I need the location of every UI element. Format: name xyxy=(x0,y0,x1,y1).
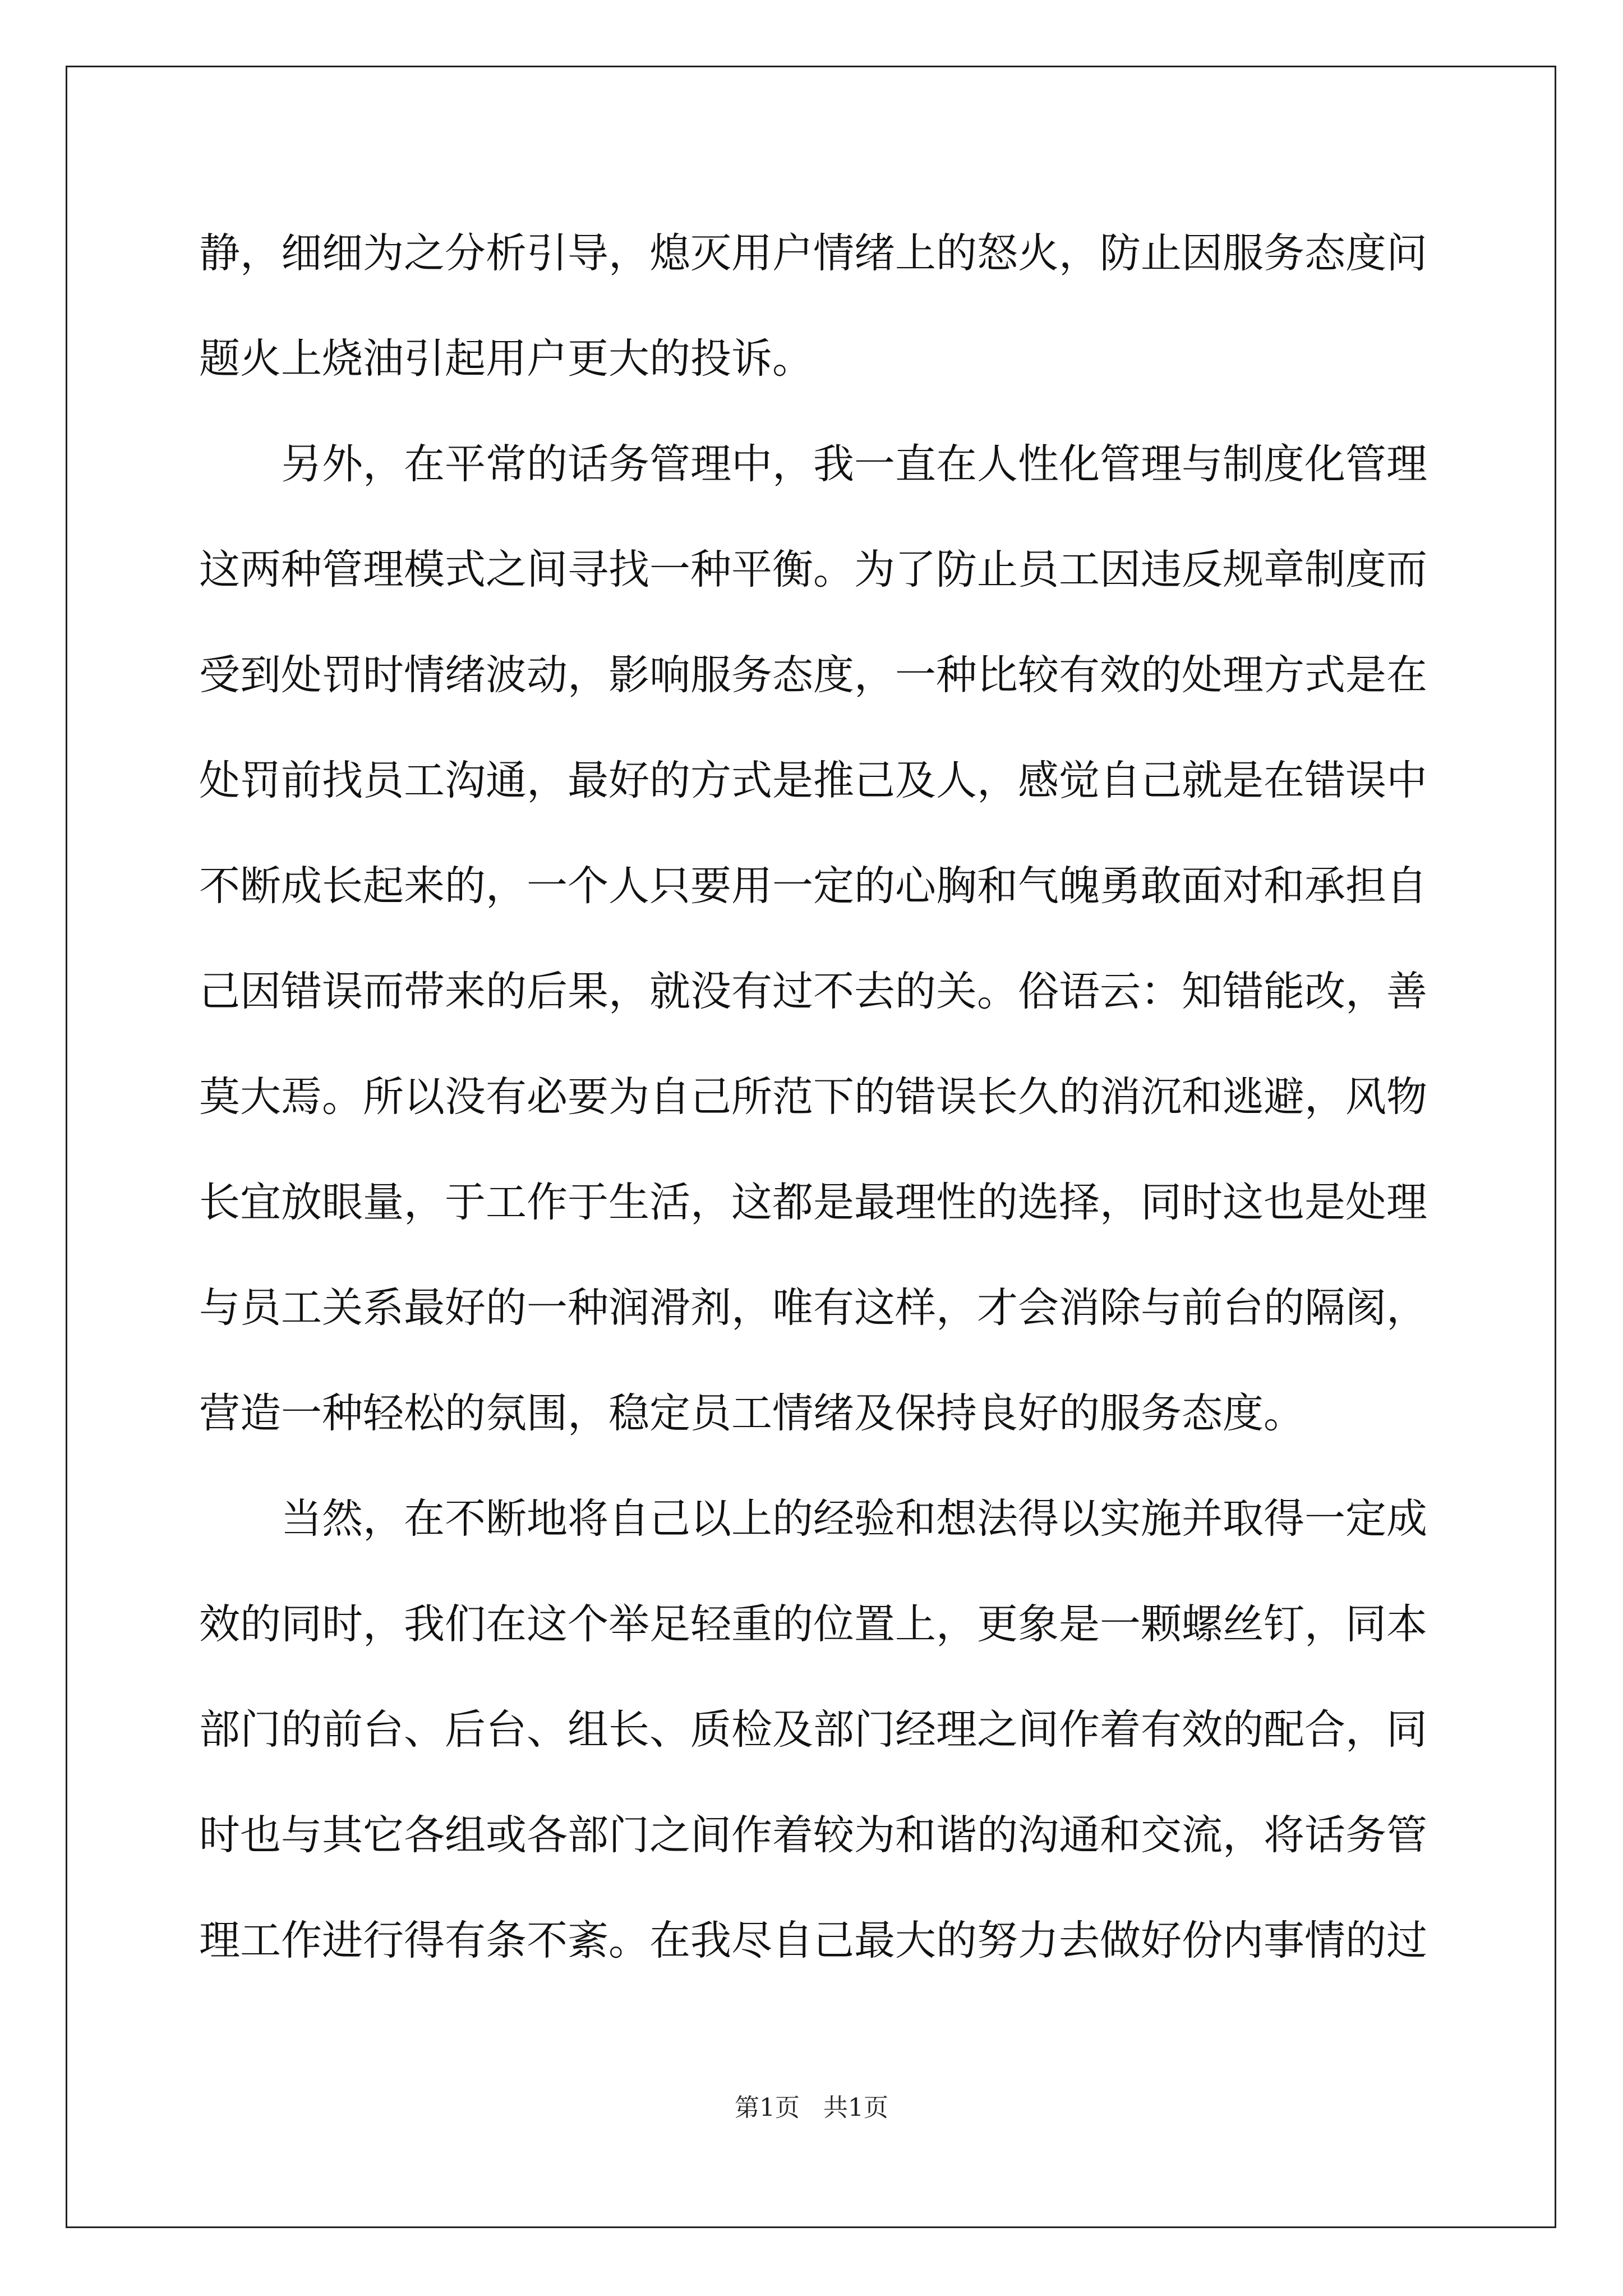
text-line: 部门的前台、后台、组长、质检及部门经理之间作着有效的配合，同 xyxy=(199,1706,1427,1754)
text-line: 处罚前找员工沟通，最好的方式是推己及人，感觉自己就是在错误中 xyxy=(199,757,1427,804)
text-line: 当然，在不断地将自己以上的经验和想法得以实施并取得一定成 xyxy=(199,1495,1427,1543)
text-line: 题火上烧油引起用户更大的投诉。 xyxy=(199,335,813,383)
text-line: 长宜放眼量，于工作于生活，这都是最理性的选择，同时这也是处理 xyxy=(199,1179,1427,1226)
text-line: 营造一种轻松的氛围，稳定员工情绪及保持良好的服务态度。 xyxy=(199,1389,1304,1437)
text-line: 静，细细为之分析引导，熄灭用户情绪上的怒火，防止因服务态度问 xyxy=(199,229,1427,277)
page-footer xyxy=(0,2091,1623,2125)
text-line: 理工作进行得有条不紊。在我尽自己最大的努力去做好份内事情的过 xyxy=(199,1917,1427,1964)
text-line: 不断成长起来的，一个人只要用一定的心胸和气魄勇敢面对和承担自 xyxy=(199,862,1427,910)
page-number: 第1页 xyxy=(735,2093,800,2122)
text-line: 与员工关系最好的一种润滑剂，唯有这样，才会消除与前台的隔阂， xyxy=(199,1284,1427,1332)
text-line: 莫大焉。所以没有必要为自己所范下的错误长久的消沉和逃避，风物 xyxy=(199,1073,1427,1121)
text-line: 这两种管理模式之间寻找一种平衡。为了防止员工因违反规章制度而 xyxy=(199,546,1427,593)
text-line: 受到处罚时情绪波动，影响服务态度，一种比较有效的处理方式是在 xyxy=(199,651,1427,699)
text-line: 己因错误而带来的后果，就没有过不去的关。俗语云：知错能改，善 xyxy=(199,968,1427,1015)
text-line: 时也与其它各组或各部门之间作着较为和谐的沟通和交流，将话务管 xyxy=(199,1811,1427,1859)
page-total: 共1页 xyxy=(823,2093,888,2122)
text-line: 效的同时，我们在这个举足轻重的位置上，更象是一颗螺丝钉，同本 xyxy=(199,1600,1427,1648)
document-body xyxy=(199,201,1427,1994)
text-line: 另外，在平常的话务管理中，我一直在人性化管理与制度化管理 xyxy=(199,440,1427,488)
